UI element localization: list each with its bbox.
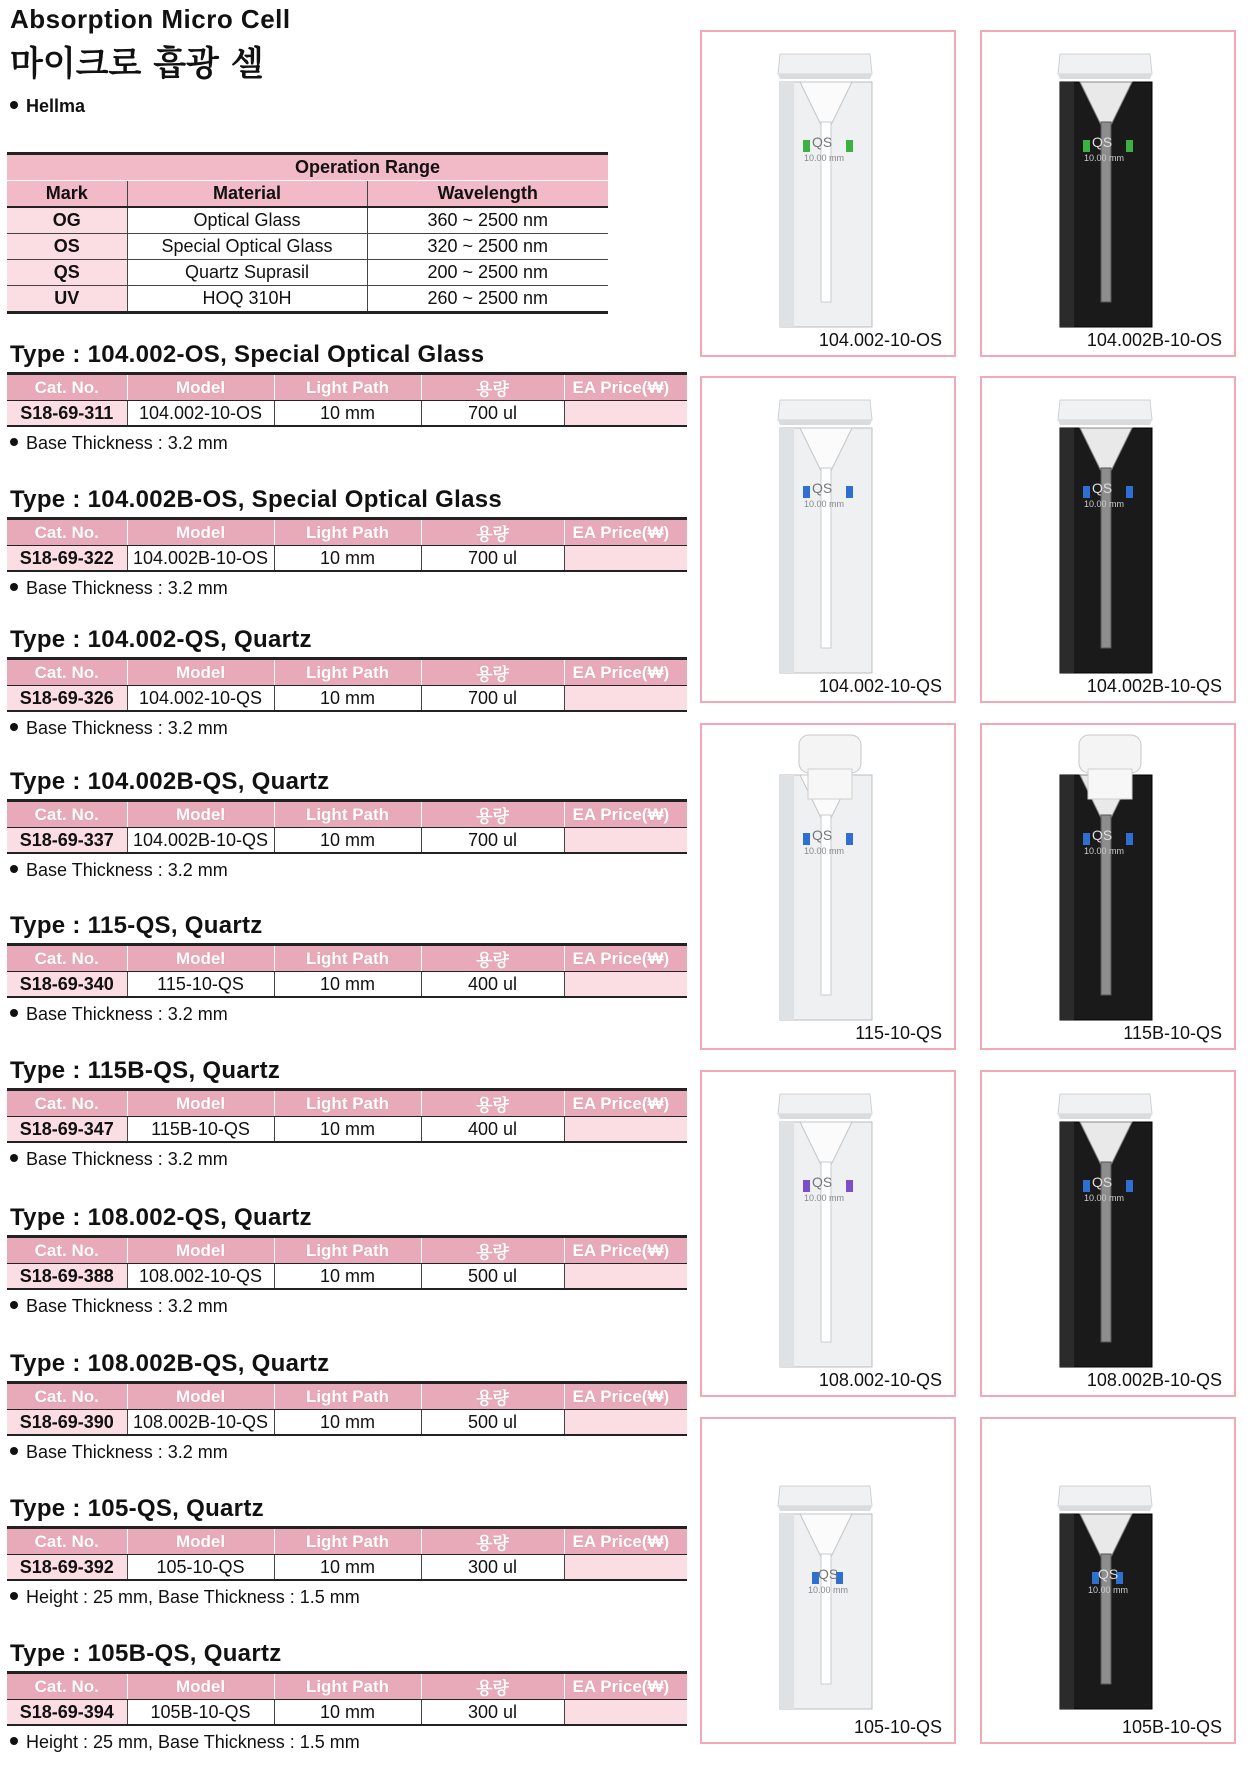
col-header-model: Model <box>127 1237 274 1264</box>
product-section <box>7 1056 687 1170</box>
price-cell <box>564 1117 687 1143</box>
cat-no-cell: S18-69-394 <box>7 1700 127 1726</box>
lid-icon <box>778 400 872 420</box>
price-cell <box>564 828 687 854</box>
col-header-price: EA Price(₩) <box>564 1237 687 1264</box>
product-section <box>7 911 687 1025</box>
col-header-volume: 용량 <box>421 1237 564 1264</box>
product-image-panel <box>980 1417 1236 1744</box>
brand-name: Hellma <box>26 96 86 116</box>
qs-marker-left <box>803 833 810 845</box>
price-cell <box>564 401 687 427</box>
light-path-cell: 10 mm <box>274 828 421 854</box>
qs-marker-right <box>1126 1180 1133 1192</box>
light-path-cell: 10 mm <box>274 972 421 998</box>
product-title: Type : 108.002-QS, Quartz <box>10 1204 312 1231</box>
col-header-volume: 용량 <box>421 945 564 972</box>
product-title: Type : 104.002B-OS, Special Optical Glass <box>10 486 503 513</box>
screw-cap-icon <box>799 735 861 773</box>
col-header-model: Model <box>127 1090 274 1117</box>
product-image-panel <box>980 1070 1236 1397</box>
cuvette-image <box>982 32 1234 355</box>
light-path-cell: 10 mm <box>274 1117 421 1143</box>
product-image-panel <box>980 376 1236 703</box>
product-table <box>7 1088 687 1143</box>
product-title: Type : 104.002-QS, Quartz <box>10 626 312 653</box>
price-cell <box>564 546 687 572</box>
col-header-cat: Cat. No. <box>7 801 127 828</box>
note-text: Base Thickness : 3.2 mm <box>26 1004 228 1024</box>
brand-line <box>10 96 85 117</box>
cuvette-side-shade <box>1060 82 1074 327</box>
qs-marker-left <box>803 140 810 152</box>
model-cell: 108.002B-10-QS <box>127 1410 274 1436</box>
lid-icon <box>1058 54 1152 74</box>
col-header-cat: Cat. No. <box>7 945 127 972</box>
wavelength-cell: 260 ~ 2500 nm <box>367 286 608 313</box>
mark-cell: UV <box>7 286 127 313</box>
model-cell: 105-10-QS <box>127 1555 274 1581</box>
table-row <box>7 207 608 234</box>
image-caption: 104.002B-10-OS <box>1086 330 1222 350</box>
qs-label: QS <box>812 1174 833 1190</box>
qs-label: QS <box>818 1566 839 1582</box>
table-row <box>7 286 608 313</box>
model-cell: 104.002-10-OS <box>127 401 274 427</box>
volume-cell: 400 ul <box>421 972 564 998</box>
range-col-material: Material <box>127 181 367 208</box>
cat-no-cell: S18-69-388 <box>7 1264 127 1290</box>
bullet-icon <box>10 438 18 446</box>
product-note <box>10 1004 687 1025</box>
light-path-cell: 10 mm <box>274 546 421 572</box>
qs-marker-right <box>1126 140 1133 152</box>
table-row <box>7 234 608 260</box>
col-header-price: EA Price(₩) <box>564 1673 687 1700</box>
product-note <box>10 1732 687 1753</box>
product-table <box>7 1526 687 1581</box>
cat-no-cell: S18-69-337 <box>7 828 127 854</box>
bullet-icon <box>10 1592 18 1600</box>
col-header-cat: Cat. No. <box>7 1237 127 1264</box>
table-row <box>7 1700 687 1726</box>
product-title: Type : 105B-QS, Quartz <box>10 1640 282 1667</box>
price-cell <box>564 1700 687 1726</box>
col-header-model: Model <box>127 659 274 686</box>
cuvette-image <box>982 725 1234 1048</box>
note-text: Base Thickness : 3.2 mm <box>26 860 228 880</box>
qs-label: QS <box>812 827 833 843</box>
material-cell: HOQ 310H <box>127 286 367 313</box>
qs-sublabel: 10.00 mm <box>1084 499 1125 509</box>
qs-marker-left <box>1083 833 1090 845</box>
image-caption: 104.002-10-QS <box>818 676 942 696</box>
cuvette-image <box>982 378 1234 701</box>
light-path-cell: 10 mm <box>274 1410 421 1436</box>
volume-cell: 400 ul <box>421 1117 564 1143</box>
qs-sublabel: 10.00 mm <box>1084 153 1125 163</box>
image-caption: 105-10-QS <box>853 1717 942 1737</box>
qs-marker-left <box>803 486 810 498</box>
col-header-price: EA Price(₩) <box>564 1528 687 1555</box>
col-header-model: Model <box>127 945 274 972</box>
product-image-panel <box>980 723 1236 1050</box>
bullet-icon <box>10 1009 18 1017</box>
product-table <box>7 943 687 998</box>
col-header-path: Light Path <box>274 945 421 972</box>
qs-marker-right <box>1126 833 1133 845</box>
bullet-icon <box>10 723 18 731</box>
wavelength-cell: 320 ~ 2500 nm <box>367 234 608 260</box>
image-caption: 115B-10-QS <box>1123 1023 1222 1043</box>
qs-sublabel: 10.00 mm <box>808 1585 849 1595</box>
qs-marker-left <box>1083 140 1090 152</box>
qs-sublabel: 10.00 mm <box>804 153 845 163</box>
qs-label: QS <box>1098 1566 1119 1582</box>
table-row <box>7 546 687 572</box>
qs-sublabel: 10.00 mm <box>1084 1193 1125 1203</box>
cuvette-side-shade <box>780 82 794 327</box>
product-image-panel <box>700 723 956 1050</box>
bullet-icon <box>10 1447 18 1455</box>
lid-icon <box>778 54 872 74</box>
cuvette-image <box>982 1072 1234 1395</box>
cuvette-side-shade <box>1060 775 1074 1020</box>
col-header-model: Model <box>127 801 274 828</box>
col-header-model: Model <box>127 519 274 546</box>
material-cell: Quartz Suprasil <box>127 260 367 286</box>
product-table <box>7 372 687 427</box>
lid-icon <box>778 1486 872 1506</box>
wavelength-cell: 360 ~ 2500 nm <box>367 207 608 234</box>
product-section <box>7 1349 687 1463</box>
col-header-cat: Cat. No. <box>7 519 127 546</box>
col-header-price: EA Price(₩) <box>564 519 687 546</box>
product-note <box>10 433 687 454</box>
product-note <box>10 578 687 599</box>
col-header-cat: Cat. No. <box>7 659 127 686</box>
bullet-icon <box>10 1737 18 1745</box>
light-path-cell: 10 mm <box>274 1555 421 1581</box>
cat-no-cell: S18-69-322 <box>7 546 127 572</box>
note-text: Height : 25 mm, Base Thickness : 1.5 mm <box>26 1587 360 1607</box>
product-section <box>7 1203 687 1317</box>
cat-no-cell: S18-69-347 <box>7 1117 127 1143</box>
product-section <box>7 340 687 454</box>
col-header-price: EA Price(₩) <box>564 801 687 828</box>
model-cell: 115B-10-QS <box>127 1117 274 1143</box>
range-group-header: Operation Range <box>127 154 608 181</box>
product-image-panel <box>700 1417 956 1744</box>
product-title: Type : 115-QS, Quartz <box>10 912 263 939</box>
qs-marker-left <box>1083 1180 1090 1192</box>
mark-cell: QS <box>7 260 127 286</box>
cuvette-side-shade <box>1060 1122 1074 1367</box>
qs-marker-right <box>846 1180 853 1192</box>
cuvette-side-shade <box>780 1122 794 1367</box>
light-path-cell: 10 mm <box>274 1264 421 1290</box>
qs-marker-right <box>846 833 853 845</box>
page-title-ko: 마이크로 흡광 셀 <box>10 44 264 84</box>
table-row <box>7 1117 687 1143</box>
material-cell: Optical Glass <box>127 207 367 234</box>
note-text: Base Thickness : 3.2 mm <box>26 1442 228 1462</box>
bullet-icon <box>10 1301 18 1309</box>
cat-no-cell: S18-69-392 <box>7 1555 127 1581</box>
volume-cell: 700 ul <box>421 686 564 712</box>
product-section <box>7 625 687 739</box>
product-note <box>10 1149 687 1170</box>
product-section <box>7 485 687 599</box>
lid-icon <box>778 1094 872 1114</box>
col-header-cat: Cat. No. <box>7 374 127 401</box>
operation-range-table <box>7 152 608 314</box>
col-header-price: EA Price(₩) <box>564 659 687 686</box>
image-caption: 108.002B-10-QS <box>1086 1370 1222 1390</box>
col-header-path: Light Path <box>274 1673 421 1700</box>
volume-cell: 700 ul <box>421 546 564 572</box>
col-header-path: Light Path <box>274 374 421 401</box>
col-header-path: Light Path <box>274 1383 421 1410</box>
material-cell: Special Optical Glass <box>127 234 367 260</box>
qs-label: QS <box>1092 134 1113 150</box>
product-section <box>7 767 687 881</box>
table-row <box>7 260 608 286</box>
col-header-price: EA Price(₩) <box>564 1090 687 1117</box>
note-text: Base Thickness : 3.2 mm <box>26 1296 228 1316</box>
product-section <box>7 1639 687 1753</box>
col-header-volume: 용량 <box>421 519 564 546</box>
qs-marker-right <box>846 140 853 152</box>
cat-no-cell: S18-69-340 <box>7 972 127 998</box>
qs-sublabel: 10.00 mm <box>804 1193 845 1203</box>
col-header-price: EA Price(₩) <box>564 1383 687 1410</box>
col-header-model: Model <box>127 1673 274 1700</box>
col-header-price: EA Price(₩) <box>564 374 687 401</box>
table-row <box>7 1555 687 1581</box>
table-row <box>7 1264 687 1290</box>
light-path-cell: 10 mm <box>274 401 421 427</box>
cat-no-cell: S18-69-311 <box>7 401 127 427</box>
model-cell: 105B-10-QS <box>127 1700 274 1726</box>
price-cell <box>564 1555 687 1581</box>
page-title-en: Absorption Micro Cell <box>10 4 291 34</box>
bullet-icon <box>10 1154 18 1162</box>
mark-cell: OS <box>7 234 127 260</box>
col-header-cat: Cat. No. <box>7 1528 127 1555</box>
qs-label: QS <box>1092 1174 1113 1190</box>
volume-cell: 700 ul <box>421 828 564 854</box>
col-header-path: Light Path <box>274 659 421 686</box>
col-header-volume: 용량 <box>421 1383 564 1410</box>
product-table <box>7 657 687 712</box>
qs-marker-left <box>803 1180 810 1192</box>
qs-label: QS <box>1092 480 1113 496</box>
image-caption: 115-10-QS <box>855 1023 942 1043</box>
volume-cell: 700 ul <box>421 401 564 427</box>
product-section <box>7 1494 687 1608</box>
qs-label: QS <box>812 134 833 150</box>
lid-icon <box>1058 1094 1152 1114</box>
cuvette-image <box>702 32 954 355</box>
bullet-icon <box>10 865 18 873</box>
table-row <box>7 686 687 712</box>
product-note <box>10 860 687 881</box>
cap-neck <box>808 769 852 799</box>
col-header-model: Model <box>127 1383 274 1410</box>
product-image-panel <box>700 376 956 703</box>
model-cell: 104.002B-10-OS <box>127 546 274 572</box>
volume-cell: 500 ul <box>421 1410 564 1436</box>
image-caption: 104.002-10-OS <box>818 330 942 350</box>
table-row <box>7 401 687 427</box>
product-table <box>7 1671 687 1726</box>
screw-cap-icon <box>1079 735 1141 773</box>
image-caption: 108.002-10-QS <box>818 1370 942 1390</box>
price-cell <box>564 1264 687 1290</box>
qs-sublabel: 10.00 mm <box>804 846 845 856</box>
qs-sublabel: 10.00 mm <box>1088 1585 1129 1595</box>
price-cell <box>564 972 687 998</box>
product-table <box>7 1381 687 1436</box>
col-header-cat: Cat. No. <box>7 1383 127 1410</box>
cat-no-cell: S18-69-390 <box>7 1410 127 1436</box>
col-header-volume: 용량 <box>421 801 564 828</box>
product-title: Type : 105-QS, Quartz <box>10 1495 264 1522</box>
col-header-cat: Cat. No. <box>7 1090 127 1117</box>
model-cell: 104.002B-10-QS <box>127 828 274 854</box>
cuvette-image <box>702 725 954 1048</box>
cuvette-side-shade <box>780 1514 794 1709</box>
qs-sublabel: 10.00 mm <box>1084 846 1125 856</box>
model-cell: 104.002-10-QS <box>127 686 274 712</box>
product-note <box>10 1587 687 1608</box>
qs-marker-left <box>1083 486 1090 498</box>
product-title: Type : 108.002B-QS, Quartz <box>10 1350 330 1377</box>
product-title: Type : 104.002B-QS, Quartz <box>10 768 330 795</box>
col-header-model: Model <box>127 1528 274 1555</box>
lid-icon <box>1058 1486 1152 1506</box>
table-row <box>7 1410 687 1436</box>
volume-cell: 500 ul <box>421 1264 564 1290</box>
table-row <box>7 828 687 854</box>
cat-no-cell: S18-69-326 <box>7 686 127 712</box>
product-note <box>10 1296 687 1317</box>
cuvette-side-shade <box>780 775 794 1020</box>
volume-cell: 300 ul <box>421 1700 564 1726</box>
col-header-volume: 용량 <box>421 374 564 401</box>
price-cell <box>564 1410 687 1436</box>
note-text: Base Thickness : 3.2 mm <box>26 718 228 738</box>
col-header-volume: 용량 <box>421 1090 564 1117</box>
col-header-volume: 용량 <box>421 1673 564 1700</box>
product-table <box>7 1235 687 1290</box>
product-table <box>7 517 687 572</box>
cuvette-side-shade <box>1060 428 1074 673</box>
qs-marker-right <box>846 486 853 498</box>
bullet-icon <box>10 101 18 109</box>
product-note <box>10 718 687 739</box>
col-header-cat: Cat. No. <box>7 1673 127 1700</box>
product-note <box>10 1442 687 1463</box>
product-table <box>7 799 687 854</box>
lid-icon <box>1058 400 1152 420</box>
note-text: Base Thickness : 3.2 mm <box>26 1149 228 1169</box>
col-header-volume: 용량 <box>421 659 564 686</box>
product-title: Type : 115B-QS, Quartz <box>10 1057 281 1084</box>
qs-marker-right <box>1126 486 1133 498</box>
col-header-path: Light Path <box>274 801 421 828</box>
col-header-path: Light Path <box>274 1237 421 1264</box>
product-image-panel <box>700 30 956 357</box>
mark-cell: OG <box>7 207 127 234</box>
qs-label: QS <box>812 480 833 496</box>
model-cell: 108.002-10-QS <box>127 1264 274 1290</box>
cuvette-side-shade <box>780 428 794 673</box>
note-text: Height : 25 mm, Base Thickness : 1.5 mm <box>26 1732 360 1752</box>
range-header-spacer <box>7 154 127 181</box>
image-caption: 104.002B-10-QS <box>1086 676 1222 696</box>
qs-sublabel: 10.00 mm <box>804 499 845 509</box>
product-image-panel <box>700 1070 956 1397</box>
range-col-mark: Mark <box>7 181 127 208</box>
qs-label: QS <box>1092 827 1113 843</box>
light-path-cell: 10 mm <box>274 1700 421 1726</box>
cuvette-side-shade <box>1060 1514 1074 1709</box>
note-text: Base Thickness : 3.2 mm <box>26 578 228 598</box>
volume-cell: 300 ul <box>421 1555 564 1581</box>
col-header-model: Model <box>127 374 274 401</box>
product-title: Type : 104.002-OS, Special Optical Glass <box>10 341 485 368</box>
light-path-cell: 10 mm <box>274 686 421 712</box>
range-col-wavelength: Wavelength <box>367 181 608 208</box>
bullet-icon <box>10 583 18 591</box>
col-header-price: EA Price(₩) <box>564 945 687 972</box>
wavelength-cell: 200 ~ 2500 nm <box>367 260 608 286</box>
note-text: Base Thickness : 3.2 mm <box>26 433 228 453</box>
col-header-path: Light Path <box>274 1090 421 1117</box>
product-image-panel <box>980 30 1236 357</box>
col-header-path: Light Path <box>274 519 421 546</box>
model-cell: 115-10-QS <box>127 972 274 998</box>
table-row <box>7 972 687 998</box>
cuvette-image <box>702 378 954 701</box>
col-header-path: Light Path <box>274 1528 421 1555</box>
col-header-volume: 용량 <box>421 1528 564 1555</box>
cap-neck <box>1088 769 1132 799</box>
cuvette-image <box>702 1072 954 1395</box>
image-caption: 105B-10-QS <box>1121 1717 1222 1737</box>
price-cell <box>564 686 687 712</box>
